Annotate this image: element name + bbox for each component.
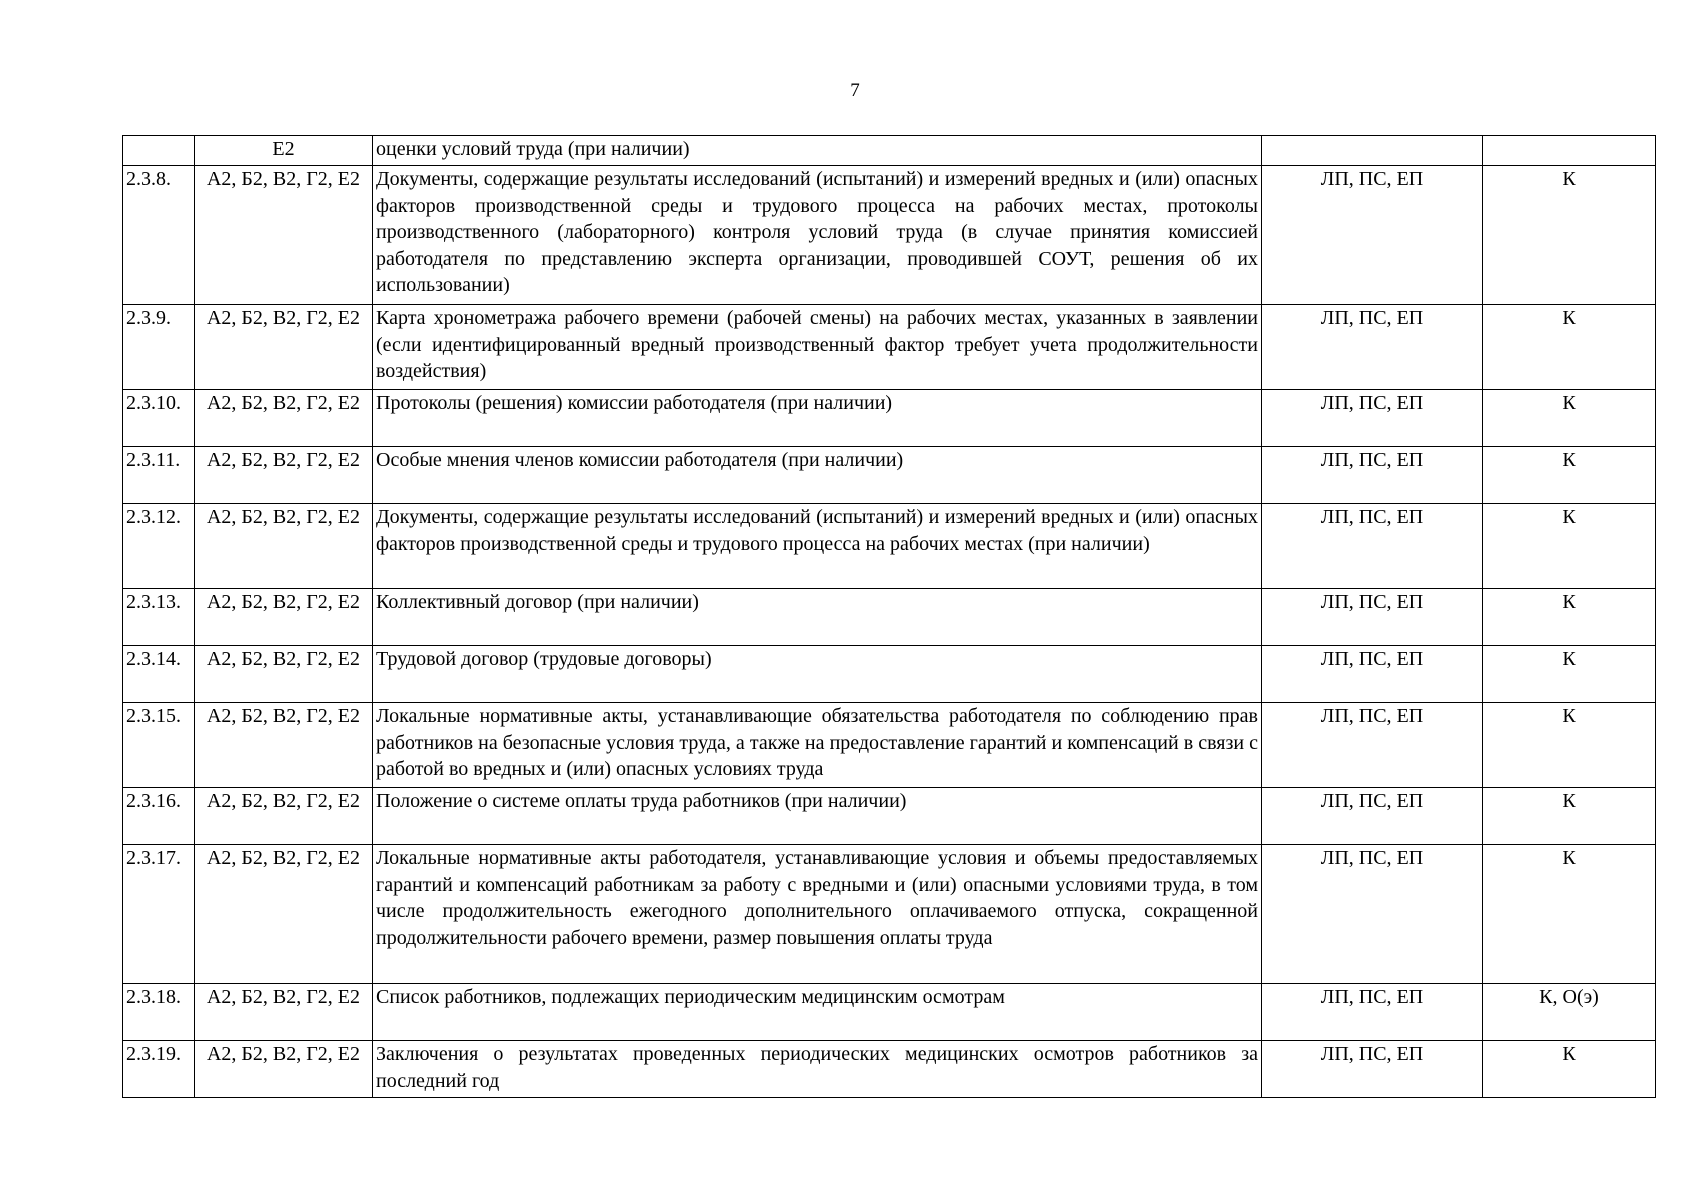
row-categories: А2, Б2, В2, Г2, Е2 bbox=[195, 646, 373, 703]
row-categories: А2, Б2, В2, Г2, Е2 bbox=[195, 166, 373, 305]
row-categories: А2, Б2, В2, Г2, Е2 bbox=[195, 390, 373, 447]
row-mark: К bbox=[1483, 845, 1656, 984]
row-number: 2.3.10. bbox=[123, 390, 195, 447]
table-row bbox=[123, 305, 1656, 390]
row-mark: К bbox=[1483, 305, 1656, 390]
row-categories: А2, Б2, В2, Г2, Е2 bbox=[195, 447, 373, 504]
page-number: 7 bbox=[850, 80, 860, 101]
row-mark: К bbox=[1483, 504, 1656, 589]
row-mark: К bbox=[1483, 646, 1656, 703]
row-mark: К bbox=[1483, 447, 1656, 504]
row-document-form: ЛП, ПС, ЕП bbox=[1262, 390, 1483, 447]
row-categories: А2, Б2, В2, Г2, Е2 bbox=[195, 788, 373, 845]
row-document-form: ЛП, ПС, ЕП bbox=[1262, 447, 1483, 504]
row-description: Локальные нормативные акты работодателя, устанавливающие условия и объемы предоставляемых гарантий и компенсаций работникам за работу с вредными и (или) опасными условиями труда, в том числе продолжительность ежегодного дополнительного оплачиваемого отпуска, сокращенной продолжительности рабочего времени, размер повышения оплаты труда bbox=[373, 845, 1262, 984]
row-categories: А2, Б2, В2, Г2, Е2 bbox=[195, 305, 373, 390]
row-number: 2.3.9. bbox=[123, 305, 195, 390]
row-mark bbox=[1483, 136, 1656, 166]
table-row bbox=[123, 390, 1656, 447]
table-row bbox=[123, 845, 1656, 984]
table-row bbox=[123, 136, 1656, 166]
row-categories: А2, Б2, В2, Г2, Е2 bbox=[195, 845, 373, 984]
table-row bbox=[123, 589, 1656, 646]
row-mark: К bbox=[1483, 390, 1656, 447]
row-description: Карта хронометража рабочего времени (рабочей смены) на рабочих местах, указанных в заявлении (если идентифицированный вредный производственный фактор требует учета продолжительности воздействия) bbox=[373, 305, 1262, 390]
row-document-form: ЛП, ПС, ЕП bbox=[1262, 703, 1483, 788]
row-document-form: ЛП, ПС, ЕП bbox=[1262, 589, 1483, 646]
row-categories: А2, Б2, В2, Г2, Е2 bbox=[195, 589, 373, 646]
row-document-form: ЛП, ПС, ЕП bbox=[1262, 305, 1483, 390]
row-number: 2.3.18. bbox=[123, 984, 195, 1041]
row-description: Особые мнения членов комиссии работодателя (при наличии) bbox=[373, 447, 1262, 504]
row-mark: К bbox=[1483, 1041, 1656, 1098]
row-number bbox=[123, 136, 195, 166]
row-document-form: ЛП, ПС, ЕП bbox=[1262, 845, 1483, 984]
row-description: Трудовой договор (трудовые договоры) bbox=[373, 646, 1262, 703]
row-categories: А2, Б2, В2, Г2, Е2 bbox=[195, 1041, 373, 1098]
row-categories: Е2 bbox=[195, 136, 373, 166]
row-document-form: ЛП, ПС, ЕП bbox=[1262, 984, 1483, 1041]
table-row bbox=[123, 447, 1656, 504]
row-categories: А2, Б2, В2, Г2, Е2 bbox=[195, 504, 373, 589]
row-mark: К, О(э) bbox=[1483, 984, 1656, 1041]
row-document-form: ЛП, ПС, ЕП bbox=[1262, 1041, 1483, 1098]
table-row bbox=[123, 504, 1656, 589]
row-document-form: ЛП, ПС, ЕП bbox=[1262, 504, 1483, 589]
row-number: 2.3.14. bbox=[123, 646, 195, 703]
row-number: 2.3.11. bbox=[123, 447, 195, 504]
row-document-form: ЛП, ПС, ЕП bbox=[1262, 788, 1483, 845]
row-description: Локальные нормативные акты, устанавливающие обязательства работодателя по соблюдению прав работников на безопасные условия труда, а также на предоставление гарантий и компенсаций в связи с работой во вредных и (или) опасных условиях труда bbox=[373, 703, 1262, 788]
table-row bbox=[123, 703, 1656, 788]
row-description: Список работников, подлежащих периодическим медицинским осмотрам bbox=[373, 984, 1262, 1041]
row-categories: А2, Б2, В2, Г2, Е2 bbox=[195, 703, 373, 788]
row-number: 2.3.8. bbox=[123, 166, 195, 305]
row-description: Заключения о результатах проведенных периодических медицинских осмотров работников за последний год bbox=[373, 1041, 1262, 1098]
row-mark: К bbox=[1483, 703, 1656, 788]
row-description: Документы, содержащие результаты исследований (испытаний) и измерений вредных и (или) опасных факторов производственной среды и трудового процесса на рабочих местах (при наличии) bbox=[373, 504, 1262, 589]
table-row bbox=[123, 646, 1656, 703]
row-document-form: ЛП, ПС, ЕП bbox=[1262, 646, 1483, 703]
row-mark: К bbox=[1483, 166, 1656, 305]
row-document-form: ЛП, ПС, ЕП bbox=[1262, 166, 1483, 305]
row-mark: К bbox=[1483, 589, 1656, 646]
row-categories: А2, Б2, В2, Г2, Е2 bbox=[195, 984, 373, 1041]
row-description: оценки условий труда (при наличии) bbox=[373, 136, 1262, 166]
row-number: 2.3.12. bbox=[123, 504, 195, 589]
row-number: 2.3.19. bbox=[123, 1041, 195, 1098]
table-row bbox=[123, 1041, 1656, 1098]
table-row bbox=[123, 166, 1656, 305]
row-number: 2.3.13. bbox=[123, 589, 195, 646]
row-document-form bbox=[1262, 136, 1483, 166]
row-description: Документы, содержащие результаты исследований (испытаний) и измерений вредных и (или) опасных факторов производственной среды и трудового процесса на рабочих местах, протоколы производственного (лабораторного) контроля условий труда (в случае принятия комиссией работодателя по представлению эксперта организации, проводившей СОУТ, решения об их использовании) bbox=[373, 166, 1262, 305]
row-number: 2.3.15. bbox=[123, 703, 195, 788]
row-mark: К bbox=[1483, 788, 1656, 845]
row-description: Протоколы (решения) комиссии работодателя (при наличии) bbox=[373, 390, 1262, 447]
table-row bbox=[123, 984, 1656, 1041]
row-number: 2.3.16. bbox=[123, 788, 195, 845]
row-description: Положение о системе оплаты труда работников (при наличии) bbox=[373, 788, 1262, 845]
requirements-table bbox=[122, 135, 1656, 1098]
row-number: 2.3.17. bbox=[123, 845, 195, 984]
row-description: Коллективный договор (при наличии) bbox=[373, 589, 1262, 646]
table-row bbox=[123, 788, 1656, 845]
